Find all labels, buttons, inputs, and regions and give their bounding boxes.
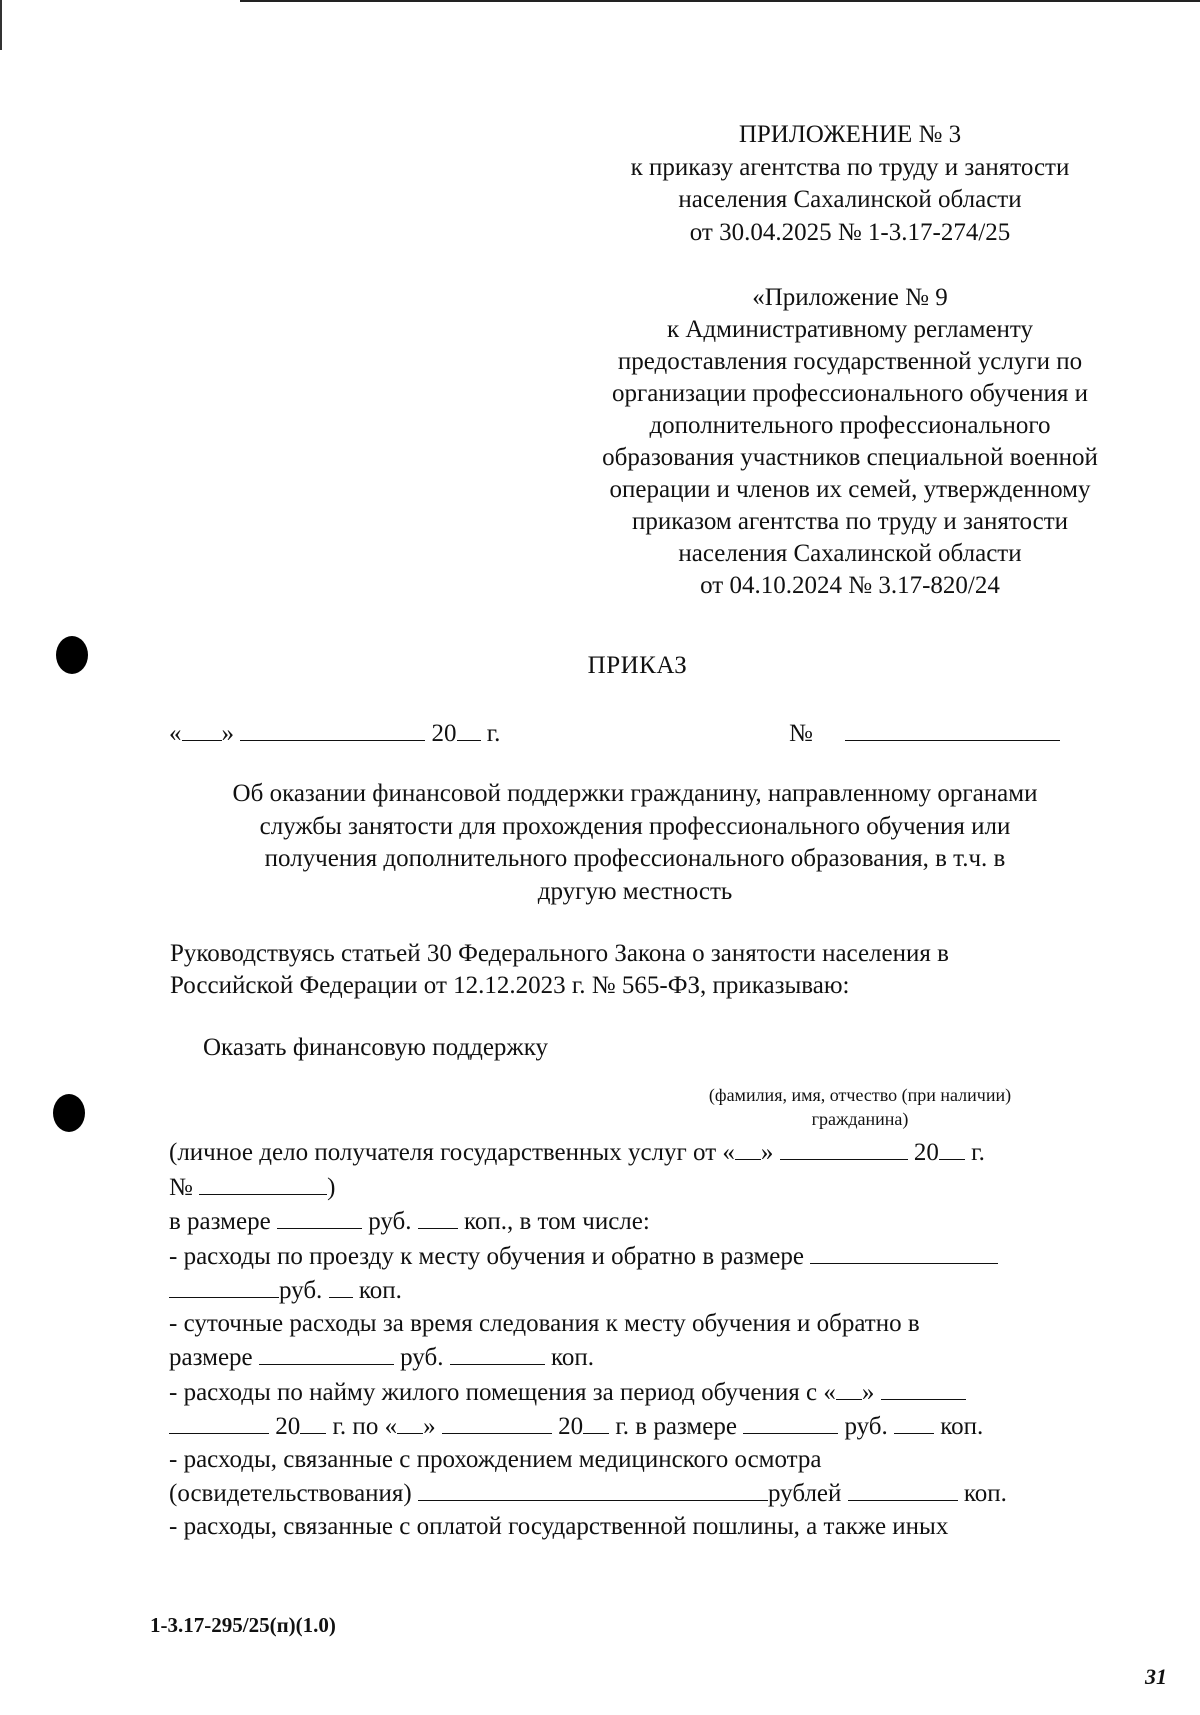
appendix-3-line: от 30.04.2025 № 1-3.17-274/25: [689, 218, 1011, 246]
body-line: [169, 1204, 1007, 1239]
appendix-9-line: к Административному регламенту: [666, 316, 1034, 343]
body-text: №: [169, 1173, 193, 1201]
blank-field[interactable]: [583, 1409, 609, 1434]
body-text: - расходы по найму жилого помещения за период обучения с «: [169, 1378, 836, 1406]
body-text: 20: [275, 1413, 301, 1440]
blank-field[interactable]: [450, 1340, 545, 1365]
blank-field[interactable]: [848, 1476, 958, 1501]
punch-hole-icon: [53, 1094, 85, 1132]
body-text: коп.: [550, 1344, 594, 1371]
blank-field[interactable]: [810, 1239, 998, 1264]
body-line: [169, 1375, 1007, 1410]
subject-line: службы занятости для прохождения профессионального обучения или: [259, 812, 1011, 840]
body-text: 20: [913, 1139, 939, 1166]
blank-field[interactable]: [442, 1409, 552, 1434]
blank-field[interactable]: [169, 1409, 269, 1434]
date-field: [169, 716, 500, 748]
body-line: [169, 1409, 1007, 1444]
body-line: [169, 1135, 1007, 1170]
scan-edge-top: [240, 0, 1200, 2]
number-blank[interactable]: [845, 716, 1060, 741]
page-number: 31: [1145, 1664, 1167, 1689]
day-blank[interactable]: [182, 716, 222, 741]
body-text: г. по «: [332, 1413, 398, 1440]
appendix-3-line: населения Сахалинской области: [678, 186, 1022, 213]
number-label: №: [789, 720, 813, 747]
body-text: коп., в том числе:: [464, 1208, 650, 1235]
appendix-3-header: [540, 119, 1160, 249]
subject-line: Об оказании финансовой поддержки гражданину, направленному органами: [232, 780, 1038, 807]
body-text: руб.: [368, 1208, 412, 1235]
body-text: (личное дело получателя государственных услуг от «: [169, 1139, 735, 1166]
body-line: [169, 1170, 1007, 1205]
body-text: в размере: [169, 1208, 271, 1235]
blank-field[interactable]: [199, 1170, 327, 1195]
body-line: [169, 1239, 1007, 1274]
year-suffix: г.: [486, 720, 501, 747]
appendix-3-line: к приказу агентства по труду и занятости: [630, 153, 1070, 181]
appendix-9-line: от 04.10.2024 № 3.17-820/24: [700, 572, 1000, 599]
preamble-line: Руководствуясь статьей 30 Федерального Закона о занятости населения в: [170, 940, 949, 967]
body-text: размере: [169, 1344, 253, 1371]
body-text: »: [760, 1139, 774, 1166]
body-text: »: [423, 1413, 436, 1440]
blank-field[interactable]: [418, 1476, 768, 1501]
blank-field[interactable]: [277, 1204, 362, 1229]
body-line: - расходы, связанные с прохождением медицинского осмотра: [169, 1445, 822, 1473]
body-text: ): [327, 1173, 336, 1201]
body-text: коп.: [358, 1277, 402, 1304]
body-text: рублей: [768, 1480, 842, 1507]
body-line: [169, 1340, 1007, 1375]
appendix-9-line: «Приложение № 9: [752, 284, 948, 311]
date-open-quote: «: [169, 720, 182, 747]
appendix-9-line: организации профессионального обучения и: [612, 380, 1088, 407]
caption-line: гражданина): [811, 1109, 909, 1129]
body-text: - расходы по проезду к месту обучения и обратно в размере: [169, 1242, 804, 1270]
year-blank[interactable]: [457, 716, 481, 741]
preamble: [170, 938, 949, 1002]
blank-field[interactable]: [743, 1409, 838, 1434]
preamble-line: Российской Федерации от 12.12.2023 г. № 565-ФЗ, приказываю:: [170, 972, 850, 999]
caption-line: (фамилия, имя, отчество (при наличии): [708, 1085, 1012, 1105]
body-text: 20: [558, 1413, 584, 1440]
body-text: руб.: [844, 1413, 888, 1440]
body-text: коп.: [940, 1413, 984, 1440]
scan-edge-left: [0, 0, 2, 50]
body-text: руб.: [400, 1344, 444, 1371]
body-text: г.: [971, 1139, 985, 1166]
month-blank[interactable]: [240, 716, 425, 741]
document-code: 1-3.17-295/25(п)(1.0): [150, 1613, 336, 1637]
subject-line: другую местность: [537, 877, 733, 905]
body-text: (освидетельствования): [169, 1480, 412, 1507]
blank-field[interactable]: [780, 1135, 908, 1160]
body-line: - суточные расходы за время следования к месту обучения и обратно в: [169, 1309, 920, 1337]
order-text: Оказать финансовую поддержку: [203, 1034, 548, 1061]
appendix-9-header: [540, 282, 1160, 602]
blank-field[interactable]: [259, 1340, 394, 1365]
body-line: [169, 1273, 1007, 1308]
blank-field[interactable]: [894, 1409, 934, 1434]
body-text: »: [861, 1378, 875, 1406]
blank-field[interactable]: [300, 1409, 326, 1434]
appendix-9-line: операции и членов их семей, утвержденному: [609, 476, 1091, 503]
document-title: ПРИКАЗ: [587, 652, 688, 679]
appendix-9-line: приказом агентства по труду и занятости: [631, 508, 1069, 535]
expenses-body: [169, 1135, 1007, 1543]
number-field: [789, 716, 1060, 748]
appendix-9-line: образования участников специальной военной: [602, 444, 1098, 471]
blank-field[interactable]: [881, 1375, 966, 1400]
body-text: коп.: [963, 1480, 1007, 1507]
appendix-9-line: дополнительного профессионального: [649, 412, 1051, 439]
order-subject: [150, 778, 1120, 908]
blank-field[interactable]: [169, 1273, 279, 1298]
body-text: руб.: [279, 1277, 323, 1304]
blank-field[interactable]: [418, 1204, 458, 1229]
body-line: - расходы, связанные с оплатой государственной пошлины, а также иных: [169, 1512, 949, 1540]
fio-caption: [660, 1083, 1060, 1131]
blank-field[interactable]: [329, 1273, 353, 1298]
appendix-9-line: населения Сахалинской области: [678, 540, 1022, 567]
appendix-9-line: предоставления государственной услуги по: [617, 348, 1083, 375]
blank-field[interactable]: [836, 1375, 862, 1400]
appendix-3-line: ПРИЛОЖЕНИЕ № 3: [738, 121, 962, 148]
body-line: [169, 1476, 1007, 1511]
date-close-quote: »: [221, 720, 234, 747]
blank-field[interactable]: [939, 1135, 965, 1160]
blank-field[interactable]: [735, 1135, 761, 1160]
body-text: г. в размере: [615, 1413, 737, 1440]
subject-line: получения дополнительного профессионального образования, в т.ч. в: [264, 845, 1006, 872]
blank-field[interactable]: [397, 1409, 423, 1434]
year-prefix: 20: [431, 720, 457, 747]
